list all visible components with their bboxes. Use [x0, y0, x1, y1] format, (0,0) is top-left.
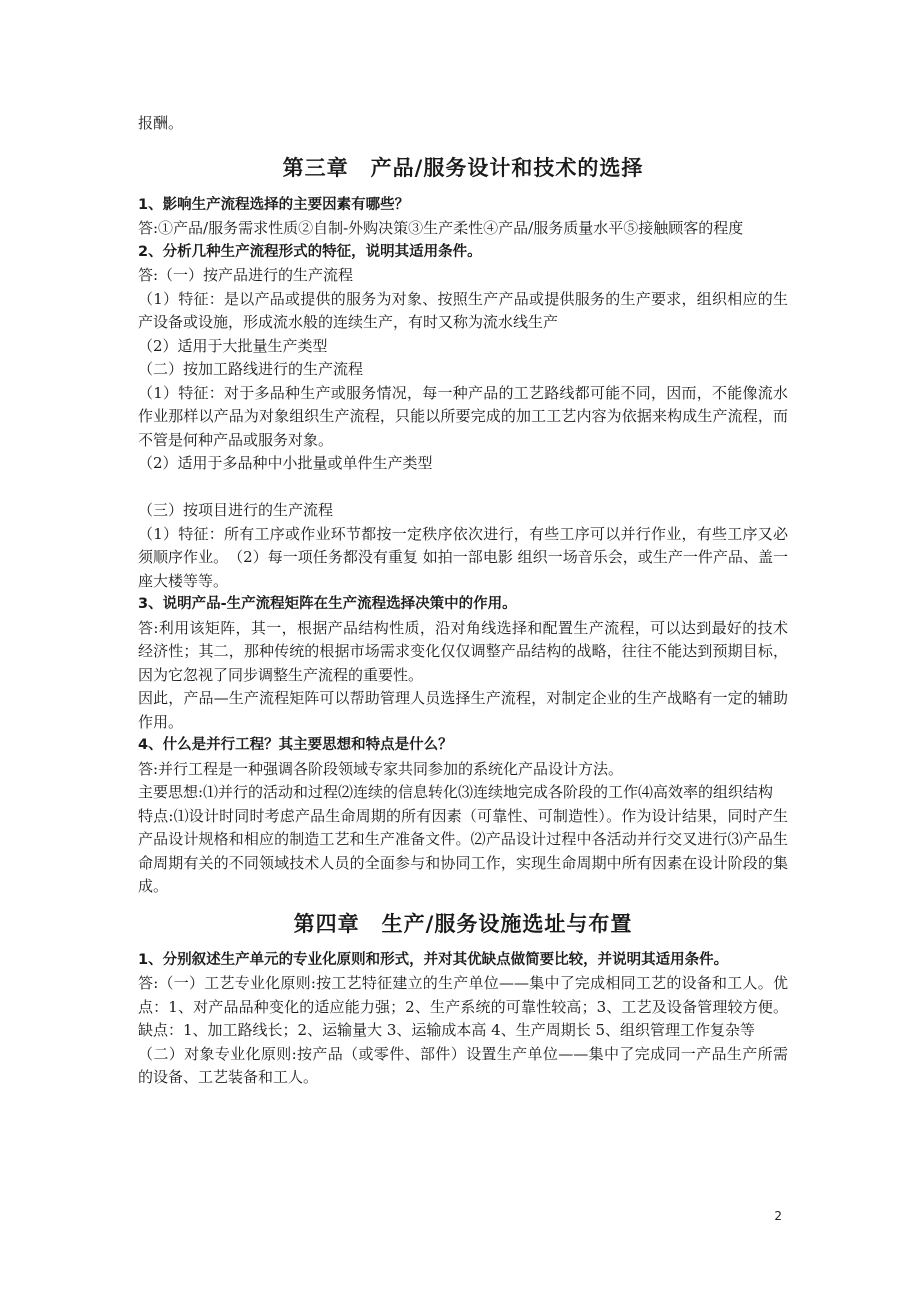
answer-line: （1）特征：所有工序或作业环节都按一定秩序依次进行，有些工序可以并行作业，有些工序又必须顺序作业。 （2）每一项任务都没有重复 如拍一部电影 组织一场音乐会，或生产一件产品、盖一座大楼等等。 — [138, 524, 788, 590]
intro-tail: 报酬。 — [138, 114, 184, 132]
answer-line: （2）适用于多品种中小批量或单件生产类型 — [138, 454, 433, 472]
chapter3-question-4: 4、什么是并行工程？其主要思想和特点是什么？ — [138, 737, 453, 753]
page-number: 2 — [774, 1209, 782, 1223]
chapter3-question-3: 3、说明产品-生产流程矩阵在生产流程选择决策中的作用。 — [138, 596, 517, 612]
answer-line: （二）对象专业化原则:按产品（或零件、部件）设置生产单位——集中了完成同一产品生产所需的设备、工艺装备和工人。 — [138, 1044, 788, 1086]
answer-line: 答:（一）按产品进行的生产流程 — [138, 266, 354, 284]
answer-line: （二）按加工路线进行的生产流程 — [138, 360, 364, 378]
chapter3-answer-1: 答:①产品/服务需求性质②自制-外购决策③生产柔性④产品/服务质量水平⑤接触顾客的程度 — [138, 219, 744, 237]
chapter4-title: 第四章 生产/服务设施选址与布置 — [293, 911, 633, 936]
answer-line: 答:（一）工艺专业化原则:按工艺特征建立的生产单位——集中了完成相同工艺的设备和工人。优点：1、对产品品种变化的适应能力强；2、生产系统的可靠性较高；3、工艺及设备管理较方便。缺点：1、加工路线长；2、运输量大 3、运输成本高 4、生产周期长 5、组织管理工作复杂等 — [138, 974, 788, 1039]
answer-line: 答:利用该矩阵，其一，根据产品结构性质，沿对角线选择和配置生产流程，可以达到最好的技术经济性；其二，那种传统的根据市场需求变化仅仅调整产品结构的战略，往往不能达到预期目标，因为它忽视了同步调整生产流程的重要性。 — [138, 618, 788, 684]
answer-line: 因此，产品—生产流程矩阵可以帮助管理人员选择生产流程，对制定企业的生产战略有一定的辅助作用。 — [138, 689, 788, 731]
answer-line: （2）适用于大批量生产类型 — [138, 336, 328, 355]
answer-line: 答:并行工程是一种强调各阶段领域专家共同参加的系统化产品设计方法。 — [138, 759, 624, 778]
blank-line — [138, 476, 788, 500]
answer-line: 主要思想:⑴并行的活动和过程⑵连续的信息转化⑶连续地完成各阶段的工作⑷高效率的组织结构 — [138, 783, 774, 801]
chapter3-question-2: 2、分析几种生产流程形式的特征，说明其适用条件。 — [138, 243, 482, 260]
answer-line: （1）特征：是以产品或提供的服务为对象、按照生产产品或提供服务的生产要求，组织相应的生产设备或设施，形成流水般的连续生产，有时又称为流水线生产 — [138, 289, 788, 331]
document-page — [138, 112, 788, 1090]
answer-line: （1）特征：对于多品种生产或服务情况，每一种产品的工艺路线都可能不同，因而，不能像流水作业那样以产品为对象组织生产流程，只能以所要完成的加工工艺内容为依据来构成生产流程，而不管是何种产品或服务对象。 — [138, 383, 788, 449]
answer-line: （三）按项目进行的生产流程 — [138, 501, 334, 519]
answer-line: 特点:⑴设计时同时考虑产品生命周期的所有因素（可靠性、可制造性）。作为设计结果，同时产生产品设计规格和相应的制造工艺和生产准备文件。⑵产品设计过程中各活动并行交叉进行⑶产品生命周期有关的不同领域技术人员的全面参与和协同工作，实现生命周期中所有因素在设计阶段的集成。 — [138, 806, 788, 895]
chapter3-question-1: 1、影响生产流程选择的主要因素有哪些？ — [138, 196, 410, 213]
chapter4-question-1: 1、分别叙述生产单元的专业化原则和形式，并对其优缺点做简要比较，并说明其适用条件。 — [138, 951, 729, 968]
chapter3-title: 第三章 产品/服务设计和技术的选择 — [282, 155, 644, 180]
